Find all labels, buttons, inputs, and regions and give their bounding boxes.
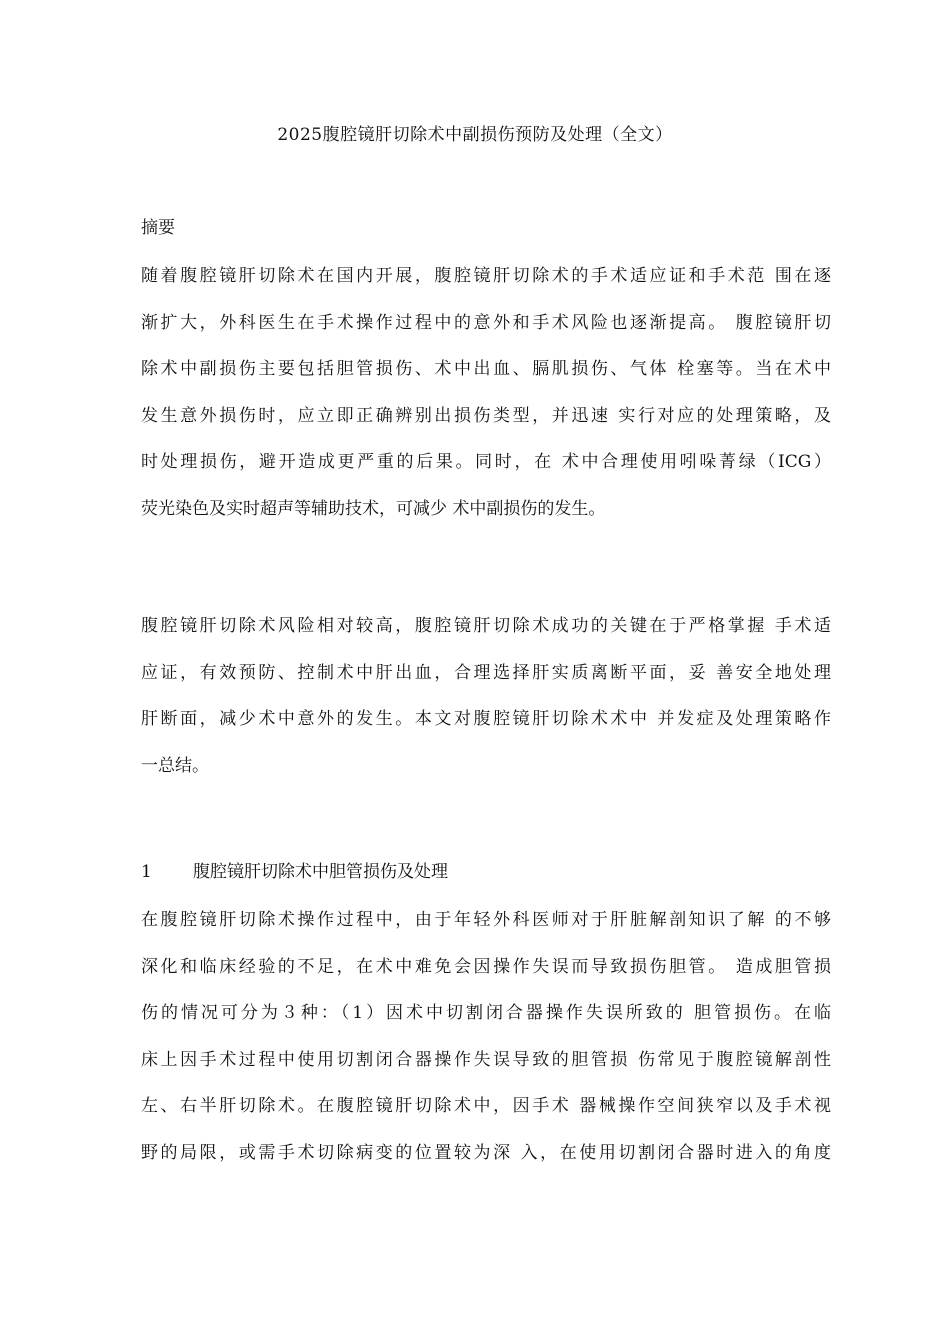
intro-line: 一总结。: [141, 755, 209, 776]
section1-line: 床上因手术过程中使用切割闭合器操作失误导致的胆管损 伤常见于腹腔镜解剖性: [141, 1049, 831, 1070]
section-heading-text: 腹腔镜肝切除术中胆管损伤及处理: [193, 862, 448, 882]
section1-paragraph: [141, 906, 831, 1185]
intro-paragraph: [141, 612, 831, 798]
abstract-line: 除术中副损伤主要包括胆管损伤、术中出血、膈肌损伤、气体 栓塞等。当在术中: [141, 359, 831, 379]
section1-line: 深化和临床经验的不足，在术中难免会因操作失误而导致损伤胆管。 造成胆管损: [141, 956, 831, 977]
abstract-line: 发生意外损伤时，应立即正确辨别出损伤类型，并迅速 实行对应的处理策略，及: [141, 405, 831, 426]
intro-line: 肝断面，减少术中意外的发生。本文对腹腔镜肝切除术术中 并发症及处理策略作: [141, 709, 831, 729]
document-title: 2025腹腔镜肝切除术中副损伤预防及处理（全文）: [277, 125, 673, 145]
intro-line: 应证，有效预防、控制术中肝出血，合理选择肝实质离断平面，妥 善安全地处理: [141, 662, 831, 683]
abstract-line: 时处理损伤，避开造成更严重的后果。同时，在 术中合理使用吲哚菁绿（ICG）: [141, 452, 831, 472]
section1-line: 野的局限，或需手术切除病变的位置较为深 入，在使用切割闭合器时进入的角度: [141, 1142, 831, 1163]
abstract-line: 随着腹腔镜肝切除术在国内开展，腹腔镜肝切除术的手术适应证和手术范 围在逐: [141, 266, 831, 286]
section1-line: 伤的情况可分为３种：（1）因术中切割闭合器操作失误所致的 胆管损伤。在临: [141, 1003, 831, 1023]
section-number: 1: [141, 862, 152, 882]
section1-line: 左、右半肝切除术。在腹腔镜肝切除术中，因手术 器械操作空间狭窄以及手术视: [141, 1096, 831, 1116]
section1-line: 在腹腔镜肝切除术操作过程中，由于年轻外科医师对于肝脏解剖知识了解 的不够: [141, 910, 831, 930]
section-heading: [141, 858, 448, 886]
abstract-paragraph: [141, 262, 831, 541]
abstract-line: 渐扩大，外科医生在手术操作过程中的意外和手术风险也逐渐提高。 腹腔镜肝切: [141, 312, 831, 333]
abstract-line: 荧光染色及实时超声等辅助技术，可减少 术中副损伤的发生。: [141, 498, 606, 519]
intro-line: 腹腔镜肝切除术风险相对较高，腹腔镜肝切除术成功的关键在于严格掌握 手术适: [141, 616, 831, 636]
abstract-label: 摘要: [141, 218, 175, 238]
